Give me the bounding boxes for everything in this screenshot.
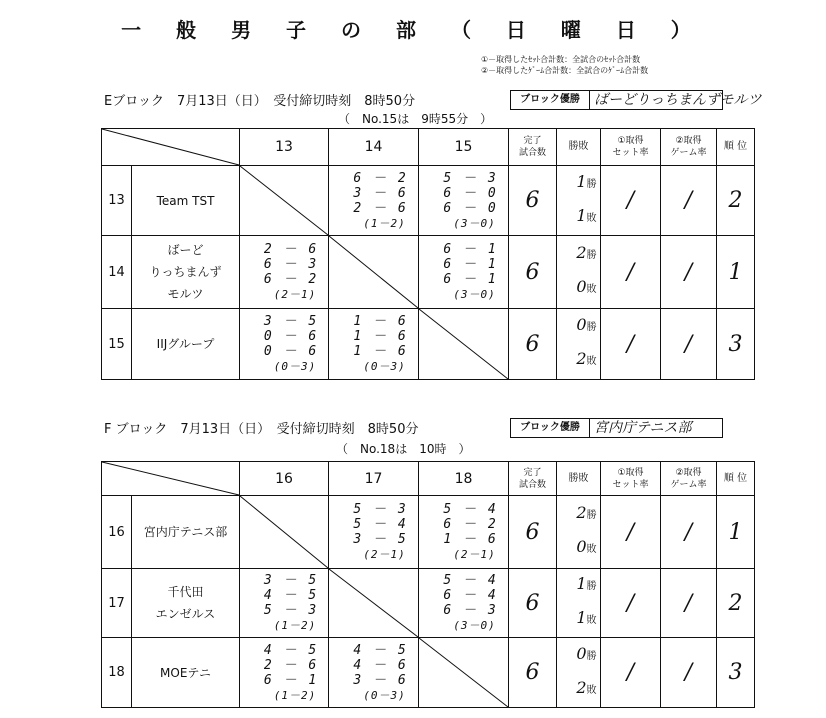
self-match-diagonal — [419, 638, 508, 707]
team-name — [132, 309, 240, 380]
losses — [573, 532, 600, 566]
block-table — [101, 128, 755, 380]
self-match-diagonal — [419, 309, 508, 379]
rank-value: 2 — [717, 166, 755, 236]
game-rate-value: / — [661, 309, 717, 380]
col-header-completed-line2: 試合数 — [518, 479, 546, 490]
legend-notes — [481, 54, 648, 76]
losses-value: 1 — [576, 608, 587, 627]
win-loss-cell — [557, 309, 601, 380]
page-title: 一 般 男 子 の 部 （ 日 曜 日 ） — [121, 18, 705, 42]
match-set-score: 0 － 6 — [263, 344, 319, 359]
match-score-cell — [419, 236, 509, 309]
match-set-score: 6 － 1 — [443, 242, 498, 257]
game-rate-value: / — [661, 638, 717, 708]
win-loss-cell — [557, 638, 601, 708]
wins — [573, 639, 600, 673]
table-row — [102, 569, 755, 638]
match-score-cell — [329, 496, 419, 569]
match-set-score: 1 － 6 — [443, 532, 498, 547]
wins — [573, 238, 600, 272]
wins — [573, 498, 600, 532]
table-row — [102, 638, 755, 708]
match-set-total: (3－0) — [453, 216, 496, 230]
match-set-score: 6 － 1 — [443, 272, 498, 287]
col-header-game-rate-line1: ②取得 — [675, 467, 702, 478]
row-number: 13 — [102, 166, 132, 236]
wins — [573, 167, 600, 201]
match-set-score: 6 － 0 — [443, 185, 498, 201]
self-match-cell — [419, 309, 509, 380]
match-set-score: 5 － 4 — [443, 502, 498, 517]
wins-value: 0 — [576, 315, 587, 334]
table-row — [102, 236, 755, 309]
block-header: F ブロック 7月13日（日） 受付締切時刻 8時50分 — [104, 422, 419, 437]
match-set-total: (0－3) — [363, 360, 406, 373]
completed-count: 6 — [509, 569, 557, 638]
col-header-game-rate — [661, 129, 717, 166]
match-set-score: 1 － 6 — [353, 314, 408, 329]
col-header-game-rate — [661, 462, 717, 496]
col-header-set-rate-line1: ①取得 — [617, 136, 644, 146]
row-number: 17 — [102, 569, 132, 638]
team-name-line: 千代田 — [167, 585, 204, 599]
match-score-cell — [240, 236, 329, 309]
losses — [573, 201, 600, 235]
match-score-cell — [240, 569, 329, 638]
wins — [573, 310, 600, 344]
col-header-completed-line1: 完了 — [523, 467, 542, 478]
match-set-score: 0 － 6 — [263, 329, 319, 344]
match-set-total: (1－2) — [273, 619, 317, 632]
block-table — [101, 461, 755, 708]
team-name-line: MOEテニ — [160, 665, 211, 680]
match-set-score: 3 － 6 — [353, 185, 408, 201]
match-set-score: 6 － 1 — [443, 257, 498, 272]
match-set-total: (2－1) — [453, 548, 496, 561]
win-label: 勝 — [586, 322, 597, 333]
completed-count: 6 — [509, 166, 557, 236]
team-name — [132, 638, 240, 708]
match-score-cell — [240, 638, 329, 708]
match-set-total: (0－3) — [273, 360, 317, 373]
win-label: 勝 — [586, 581, 597, 592]
table-row — [102, 166, 755, 236]
col-header-game-rate-line2: ゲーム率 — [670, 148, 707, 158]
loss-label: 敗 — [586, 284, 597, 295]
set-rate-value: / — [601, 569, 661, 638]
self-match-cell — [240, 496, 329, 569]
col-header-rank: 順 位 — [717, 129, 755, 166]
col-header-set-rate — [601, 462, 661, 496]
win-label: 勝 — [586, 250, 597, 261]
col-header-completed — [509, 129, 557, 166]
rank-value: 1 — [717, 236, 755, 309]
completed-count: 6 — [509, 638, 557, 708]
col-header-set-rate — [601, 129, 661, 166]
match-score-cell — [329, 638, 419, 708]
match-set-score: 6 － 3 — [263, 257, 319, 272]
match-set-score: 2 － 6 — [263, 242, 319, 257]
wins-value: 1 — [576, 574, 587, 593]
match-set-total: (0－3) — [363, 688, 406, 702]
self-match-cell — [419, 638, 509, 708]
team-name-line: IIJグループ — [156, 337, 215, 351]
row-number: 16 — [102, 496, 132, 569]
team-name-line: 宮内庁テニス部 — [143, 525, 228, 539]
corner-diagonal — [102, 129, 239, 165]
self-match-cell — [329, 236, 419, 309]
team-name-line: ばーど — [167, 243, 204, 257]
set-rate-value: / — [601, 236, 661, 309]
losses-value: 2 — [576, 349, 587, 368]
col-header-team: 13 — [240, 129, 329, 166]
match-set-score: 1 － 6 — [353, 344, 408, 359]
note-game-rate: ②－取得したｹﾞｰﾑ合計数：全試合のｹﾞｰﾑ合計数 — [481, 66, 649, 75]
self-match-diagonal — [240, 496, 328, 568]
completed-count: 6 — [509, 236, 557, 309]
team-name-line: モルツ — [167, 287, 204, 301]
row-number: 15 — [102, 309, 132, 380]
corner-cell — [102, 462, 240, 496]
team-name — [132, 496, 240, 569]
note-set-rate: ①－取得したｾｯﾄ合計数：全試合のｾｯﾄ合計数 — [481, 55, 641, 64]
match-set-score: 5 － 4 — [443, 573, 498, 588]
match-set-score: 6 － 4 — [443, 588, 498, 603]
team-name-line: りっちまんず — [149, 265, 222, 279]
completed-count: 6 — [509, 496, 557, 569]
col-header-rank: 順 位 — [717, 462, 755, 496]
wins-value: 2 — [576, 503, 587, 522]
col-header-game-rate-line1: ②取得 — [675, 136, 702, 146]
block-subheader: （ No.18は 10時 ） — [336, 442, 471, 456]
col-header-winloss: 勝敗 — [557, 462, 601, 496]
team-name — [132, 166, 240, 236]
block-header: Eブロック 7月13日（日） 受付締切時刻 8時50分 — [104, 94, 416, 109]
game-rate-value: / — [661, 569, 717, 638]
col-header-completed-line1: 完了 — [523, 136, 542, 146]
win-label: 勝 — [586, 178, 597, 190]
game-rate-value: / — [661, 166, 717, 236]
self-match-cell — [240, 166, 329, 236]
team-name — [132, 236, 240, 309]
col-header-team: 17 — [329, 462, 419, 496]
match-set-total: (3－0) — [453, 619, 496, 632]
col-header-set-rate-line1: ①取得 — [617, 467, 644, 478]
win-loss-cell — [557, 569, 601, 638]
match-score-cell — [419, 569, 509, 638]
losses-value: 1 — [576, 205, 587, 225]
self-match-diagonal — [240, 166, 328, 235]
match-score-cell — [240, 309, 329, 380]
match-set-score: 6 － 2 — [263, 272, 319, 287]
win-loss-cell — [557, 496, 601, 569]
win-loss-cell — [557, 236, 601, 309]
losses — [573, 344, 600, 378]
match-set-score: 3 － 6 — [353, 672, 408, 688]
row-number: 18 — [102, 638, 132, 708]
match-set-score: 5 － 4 — [353, 517, 408, 532]
loss-label: 敗 — [586, 615, 597, 626]
match-set-score: 5 － 3 — [443, 170, 498, 186]
match-set-total: (2－1) — [273, 288, 317, 301]
col-header-completed — [509, 462, 557, 496]
loss-label: 敗 — [586, 356, 597, 367]
match-set-score: 6 － 2 — [353, 170, 408, 186]
match-score-cell — [419, 166, 509, 236]
match-set-score: 5 － 3 — [263, 603, 319, 618]
match-set-score: 6 － 2 — [443, 517, 498, 532]
set-rate-value: / — [601, 638, 661, 708]
loss-label: 敗 — [586, 212, 597, 224]
loss-label: 敗 — [586, 544, 597, 555]
win-loss-cell — [557, 166, 601, 236]
match-score-cell — [419, 496, 509, 569]
win-label: 勝 — [586, 650, 597, 662]
col-header-completed-line2: 試合数 — [518, 148, 546, 158]
game-rate-value: / — [661, 496, 717, 569]
rank-value: 3 — [717, 309, 755, 380]
self-match-diagonal — [329, 236, 418, 308]
match-score-cell — [329, 166, 419, 236]
win-label: 勝 — [586, 510, 597, 521]
rank-value: 2 — [717, 569, 755, 638]
col-header-team: 18 — [419, 462, 509, 496]
team-name — [132, 569, 240, 638]
rank-value: 3 — [717, 638, 755, 708]
match-score-cell — [329, 309, 419, 380]
wins-value: 0 — [576, 643, 587, 663]
match-set-score: 4 － 5 — [353, 642, 408, 658]
row-number: 14 — [102, 236, 132, 309]
match-set-score: 4 － 5 — [263, 588, 319, 603]
block-winner-label: ブロック優勝 — [510, 90, 590, 110]
block-winner-value: ばーどりっちまんずモルツ — [589, 90, 723, 110]
losses-value: 0 — [576, 537, 587, 556]
table-header-row — [102, 129, 755, 166]
set-rate-value: / — [601, 309, 661, 380]
wins — [573, 569, 600, 603]
col-header-team: 15 — [419, 129, 509, 166]
losses — [573, 272, 600, 306]
completed-count: 6 — [509, 309, 557, 380]
col-header-game-rate-line2: ゲーム率 — [670, 479, 707, 490]
team-name-line: エンゼルス — [155, 607, 216, 621]
wins-value: 1 — [576, 171, 587, 191]
match-set-score: 4 － 6 — [353, 657, 408, 673]
set-rate-value: / — [601, 496, 661, 569]
match-set-total: (3－0) — [453, 288, 496, 301]
match-set-score: 6 － 0 — [443, 200, 498, 216]
match-set-total: (1－2) — [273, 688, 317, 702]
table-row — [102, 496, 755, 569]
match-set-score: 2 － 6 — [353, 200, 408, 216]
corner-diagonal — [102, 462, 239, 495]
block-winner-label: ブロック優勝 — [510, 418, 590, 438]
col-header-team: 14 — [329, 129, 419, 166]
corner-cell — [102, 129, 240, 166]
block-subheader: （ No.15は 9時55分 ） — [338, 112, 493, 126]
rank-value: 1 — [717, 496, 755, 569]
match-set-total: (1－2) — [363, 216, 406, 230]
col-header-set-rate-line2: セット率 — [612, 479, 649, 490]
set-rate-value: / — [601, 166, 661, 236]
match-set-score: 4 － 5 — [263, 642, 319, 658]
table-row — [102, 309, 755, 380]
block-winner-value: 宮内庁テニス部 — [589, 418, 723, 438]
wins-value: 2 — [576, 243, 587, 262]
match-set-score: 5 － 3 — [353, 502, 408, 517]
game-rate-value: / — [661, 236, 717, 309]
match-set-score: 3 － 5 — [353, 532, 408, 547]
match-set-score: 6 － 3 — [443, 603, 498, 618]
col-header-winloss: 勝敗 — [557, 129, 601, 166]
losses — [573, 673, 600, 707]
col-header-set-rate-line2: セット率 — [612, 148, 649, 158]
loss-label: 敗 — [586, 684, 597, 696]
match-set-score: 2 － 6 — [263, 657, 319, 673]
match-set-score: 3 － 5 — [263, 573, 319, 588]
match-set-score: 6 － 1 — [263, 672, 319, 688]
team-name-line: Team TST — [156, 193, 215, 208]
self-match-diagonal — [329, 569, 418, 637]
table-header-row — [102, 462, 755, 496]
losses-value: 2 — [576, 677, 587, 697]
self-match-cell — [329, 569, 419, 638]
losses-value: 0 — [576, 277, 587, 296]
match-set-score: 1 － 6 — [353, 329, 408, 344]
losses — [573, 603, 600, 637]
match-set-total: (2－1) — [363, 548, 406, 561]
match-set-score: 3 － 5 — [263, 314, 319, 329]
col-header-team: 16 — [240, 462, 329, 496]
